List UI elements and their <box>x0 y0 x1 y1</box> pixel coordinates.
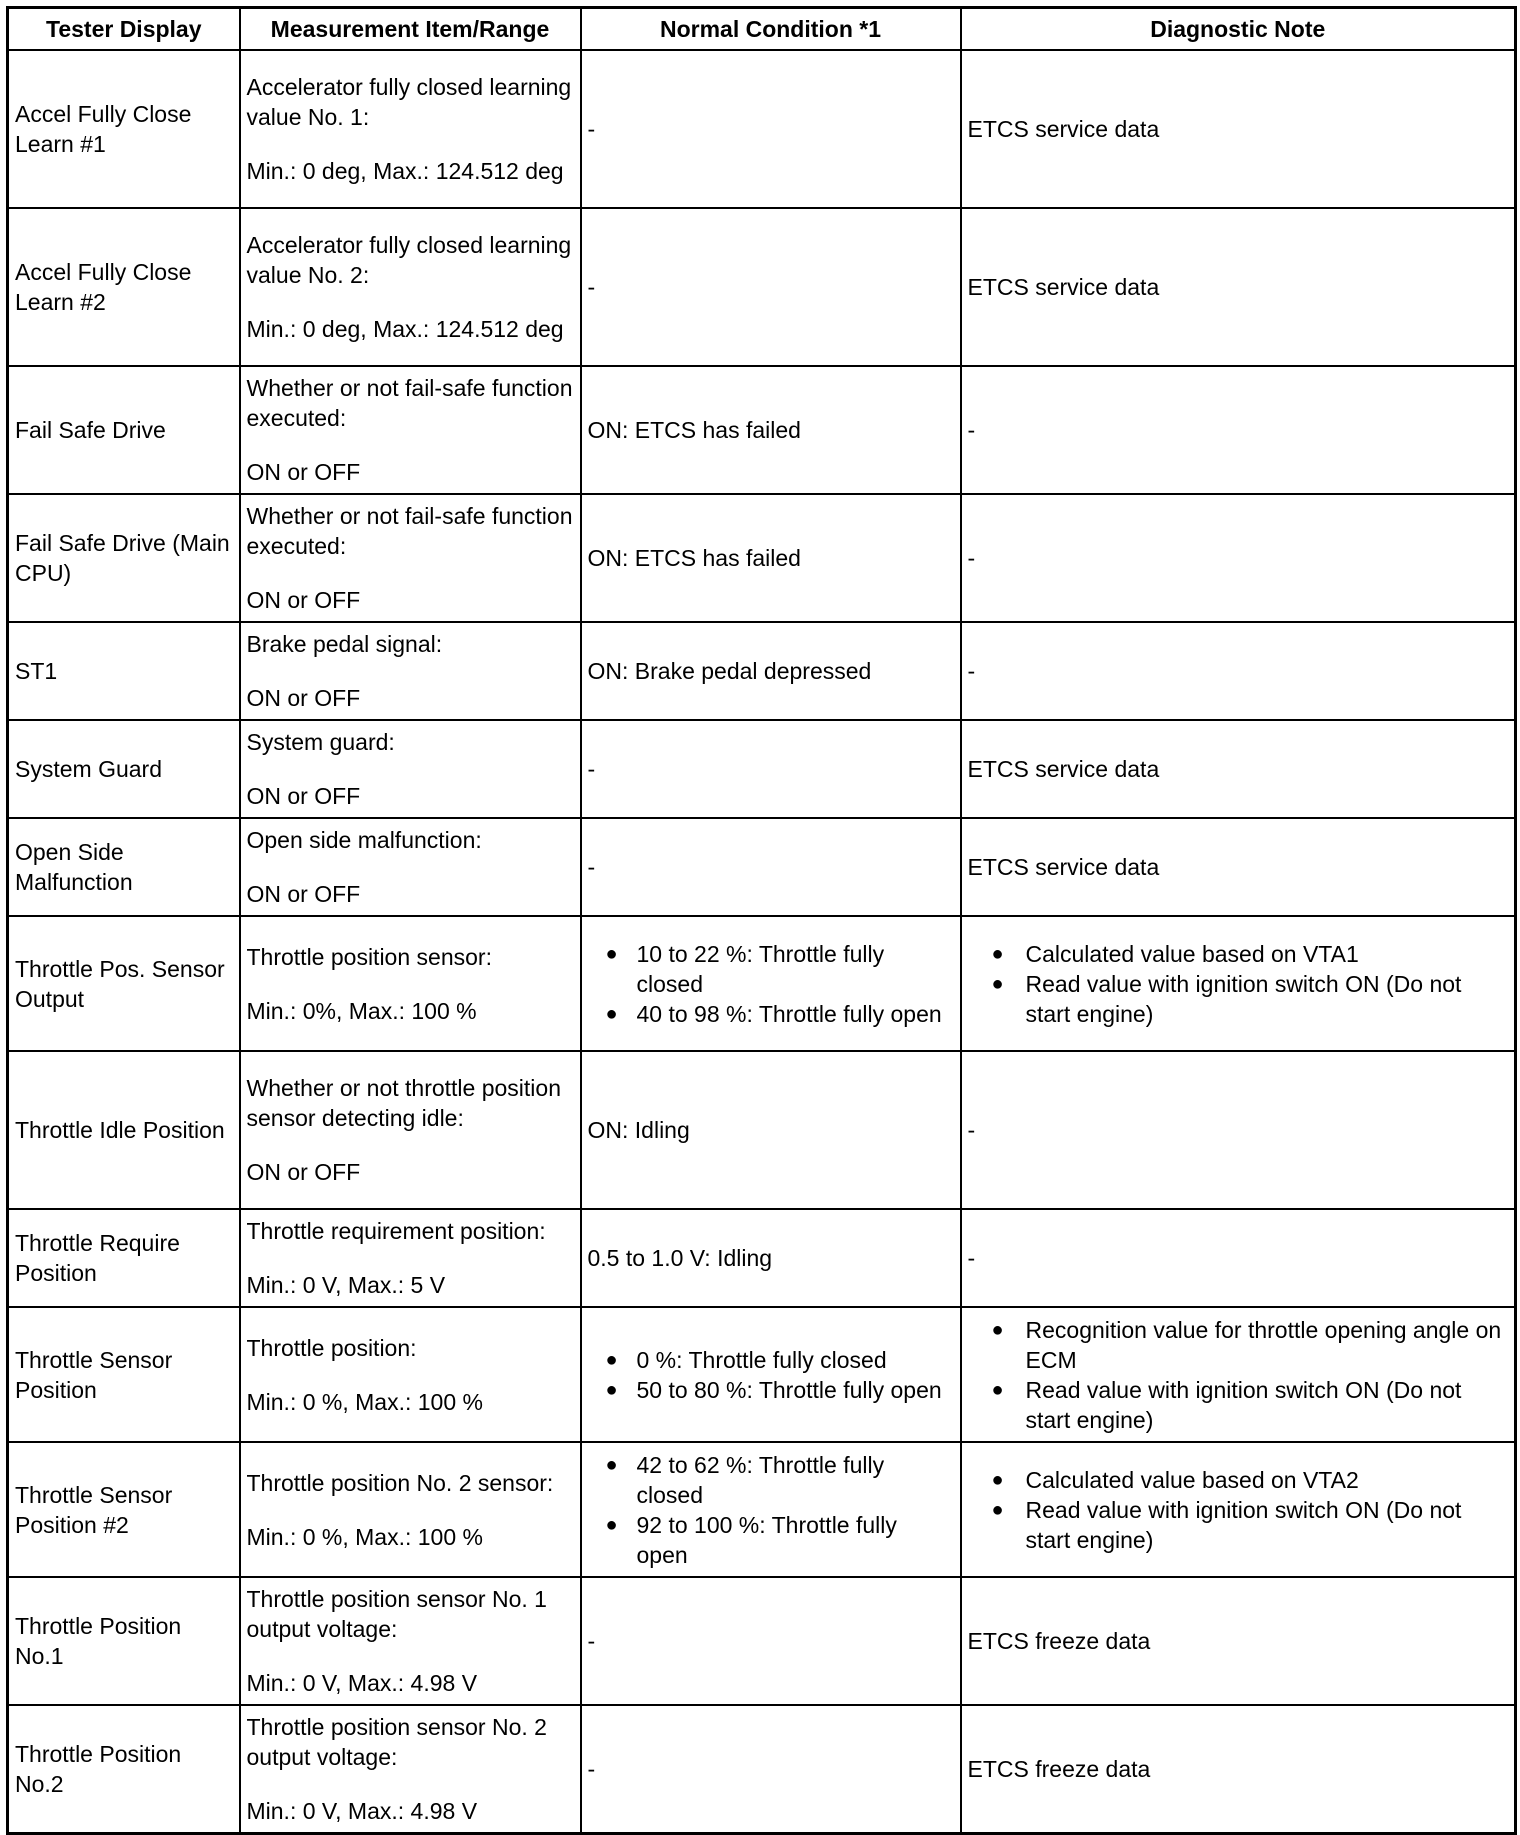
diagnostic-note-cell: - <box>961 622 1516 720</box>
table-row <box>8 208 1516 366</box>
measurement-range: ON or OFF <box>246 1159 361 1185</box>
table-row <box>8 1307 1516 1442</box>
diagnostic-note-item: ● Read value with ignition switch ON (Do not start engine) <box>968 1375 1509 1435</box>
measurement-range: ON or OFF <box>246 459 361 485</box>
tester-display-cell: Accel Fully Close Learn #1 <box>8 50 240 208</box>
diagnostic-note-cell: ETCS service data <box>961 720 1516 818</box>
diagnostic-note-cell: - <box>961 366 1516 494</box>
normal-condition-cell: 0.5 to 1.0 V: Idling <box>581 1209 961 1307</box>
table-row <box>8 50 1516 208</box>
measurement-cell <box>240 1442 581 1577</box>
measurement-range: ON or OFF <box>246 881 361 907</box>
bullet-list <box>588 1450 954 1570</box>
normal-condition-cell <box>581 1442 961 1577</box>
table-row <box>8 366 1516 494</box>
diagnostic-note-cell <box>961 1442 1516 1577</box>
tester-display-cell: Throttle Position No.2 <box>8 1705 240 1833</box>
diagnostic-note-item: ● Calculated value based on VTA2 <box>968 1465 1509 1495</box>
header-diagnostic-note: Diagnostic Note <box>961 8 1516 51</box>
diagnostic-note-item: ● Recognition value for throttle opening angle on ECM <box>968 1315 1509 1375</box>
normal-condition-item: ● 42 to 62 %: Throttle fully closed <box>588 1450 954 1510</box>
measurement-cell <box>240 1051 581 1209</box>
bullet-list <box>588 939 954 1029</box>
measurement-item: Whether or not fail-safe function executed: <box>246 503 573 559</box>
measurement-range: Min.: 0 V, Max.: 4.98 V <box>246 1797 478 1824</box>
measurement-item: Open side malfunction: <box>246 827 482 853</box>
table-header-row <box>8 8 1516 51</box>
normal-condition-cell: ON: Idling <box>581 1051 961 1209</box>
diagnostic-note-cell <box>961 916 1516 1051</box>
measurement-range: Min.: 0 V, Max.: 4.98 V <box>246 1670 478 1696</box>
table-row <box>8 1705 1516 1833</box>
measurement-cell <box>240 1209 581 1307</box>
normal-condition-cell: - <box>581 720 961 818</box>
measurement-range: Min.: 0 %, Max.: 100 % <box>246 1388 483 1415</box>
diagnostic-note-cell: ETCS service data <box>961 208 1516 366</box>
tester-display-cell: Throttle Require Position <box>8 1209 240 1307</box>
measurement-cell <box>240 818 581 916</box>
normal-condition-cell: - <box>581 1577 961 1705</box>
measurement-item: Accelerator fully closed learning value No. 1: <box>246 74 572 130</box>
measurement-range: Min.: 0 %, Max.: 100 % <box>246 1523 483 1550</box>
table-row <box>8 1577 1516 1705</box>
normal-condition-cell: ON: Brake pedal depressed <box>581 622 961 720</box>
measurement-item: Throttle position sensor No. 2 output voltage: <box>246 1713 547 1770</box>
normal-condition-cell: - <box>581 1705 961 1833</box>
tester-display-cell: Throttle Idle Position <box>8 1051 240 1209</box>
measurement-cell <box>240 494 581 622</box>
normal-condition-item: ● 50 to 80 %: Throttle fully open <box>588 1375 954 1405</box>
normal-condition-cell <box>581 1307 961 1442</box>
normal-condition-item: ● 0 %: Throttle fully closed <box>588 1345 954 1375</box>
tester-display-cell: Throttle Sensor Position #2 <box>8 1442 240 1577</box>
normal-condition-cell: - <box>581 208 961 366</box>
tester-display-cell: System Guard <box>8 720 240 818</box>
measurement-item: Whether or not throttle position sensor detecting idle: <box>246 1075 561 1131</box>
measurement-item: Brake pedal signal: <box>246 631 443 657</box>
measurement-cell <box>240 1705 581 1833</box>
table-row <box>8 916 1516 1051</box>
table-row <box>8 1209 1516 1307</box>
diagnostic-note-cell: - <box>961 1209 1516 1307</box>
measurement-range: Min.: 0 deg, Max.: 124.512 deg <box>246 316 564 342</box>
data-list-table <box>6 6 1517 1835</box>
table-row <box>8 1051 1516 1209</box>
table-row <box>8 622 1516 720</box>
table-body <box>8 50 1516 1833</box>
diagnostic-note-item: ● Read value with ignition switch ON (Do not start engine) <box>968 1495 1509 1555</box>
tester-display-cell: ST1 <box>8 622 240 720</box>
diagnostic-note-item: ● Calculated value based on VTA1 <box>968 939 1509 969</box>
measurement-range: Min.: 0 V, Max.: 5 V <box>246 1272 446 1298</box>
measurement-cell <box>240 720 581 818</box>
normal-condition-item: ● 10 to 22 %: Throttle fully closed <box>588 939 954 999</box>
tester-display-cell: Accel Fully Close Learn #2 <box>8 208 240 366</box>
table-row <box>8 818 1516 916</box>
measurement-cell <box>240 916 581 1051</box>
normal-condition-cell <box>581 916 961 1051</box>
measurement-item: Throttle requirement position: <box>246 1218 546 1244</box>
tester-display-cell: Throttle Position No.1 <box>8 1577 240 1705</box>
tester-display-cell: Fail Safe Drive <box>8 366 240 494</box>
measurement-cell <box>240 622 581 720</box>
normal-condition-item: ● 92 to 100 %: Throttle fully open <box>588 1510 954 1570</box>
measurement-cell <box>240 1577 581 1705</box>
normal-condition-cell: - <box>581 818 961 916</box>
header-normal-condition: Normal Condition *1 <box>581 8 961 51</box>
diagnostic-note-cell: ETCS freeze data <box>961 1577 1516 1705</box>
table-row <box>8 720 1516 818</box>
measurement-range: ON or OFF <box>246 587 361 613</box>
normal-condition-cell: - <box>581 50 961 208</box>
diagnostic-note-item: ● Read value with ignition switch ON (Do not start engine) <box>968 969 1509 1029</box>
measurement-range: Min.: 0 deg, Max.: 124.512 deg <box>246 158 564 184</box>
table-row <box>8 1442 1516 1577</box>
measurement-item: System guard: <box>246 729 395 755</box>
measurement-range: ON or OFF <box>246 783 361 809</box>
tester-display-cell: Fail Safe Drive (Main CPU) <box>8 494 240 622</box>
measurement-cell <box>240 50 581 208</box>
measurement-item: Throttle position sensor No. 1 output voltage: <box>246 1586 547 1642</box>
measurement-range: Min.: 0%, Max.: 100 % <box>246 997 477 1024</box>
measurement-cell <box>240 1307 581 1442</box>
bullet-list <box>968 1465 1509 1555</box>
measurement-item: Throttle position No. 2 sensor: <box>246 1469 554 1496</box>
bullet-list <box>968 939 1509 1029</box>
table-row <box>8 494 1516 622</box>
measurement-item: Throttle position sensor: <box>246 943 492 970</box>
measurement-item: Throttle position: <box>246 1334 417 1361</box>
measurement-item: Accelerator fully closed learning value No. 2: <box>246 232 572 288</box>
measurement-range: ON or OFF <box>246 685 361 711</box>
tester-display-cell: Throttle Pos. Sensor Output <box>8 916 240 1051</box>
measurement-item: Whether or not fail-safe function executed: <box>246 375 573 431</box>
normal-condition-item: ● 40 to 98 %: Throttle fully open <box>588 999 954 1029</box>
measurement-cell <box>240 366 581 494</box>
header-tester-display: Tester Display <box>8 8 240 51</box>
bullet-list <box>588 1345 954 1405</box>
diagnostic-note-cell: - <box>961 1051 1516 1209</box>
diagnostic-note-cell: ETCS service data <box>961 818 1516 916</box>
header-measurement-item: Measurement Item/Range <box>240 8 581 51</box>
bullet-list <box>968 1315 1509 1435</box>
measurement-cell <box>240 208 581 366</box>
tester-display-cell: Open Side Malfunction <box>8 818 240 916</box>
diagnostic-note-cell: ETCS service data <box>961 50 1516 208</box>
tester-display-cell: Throttle Sensor Position <box>8 1307 240 1442</box>
normal-condition-cell: ON: ETCS has failed <box>581 366 961 494</box>
diagnostic-note-cell: - <box>961 494 1516 622</box>
diagnostic-note-cell: ETCS freeze data <box>961 1705 1516 1833</box>
diagnostic-note-cell <box>961 1307 1516 1442</box>
normal-condition-cell: ON: ETCS has failed <box>581 494 961 622</box>
